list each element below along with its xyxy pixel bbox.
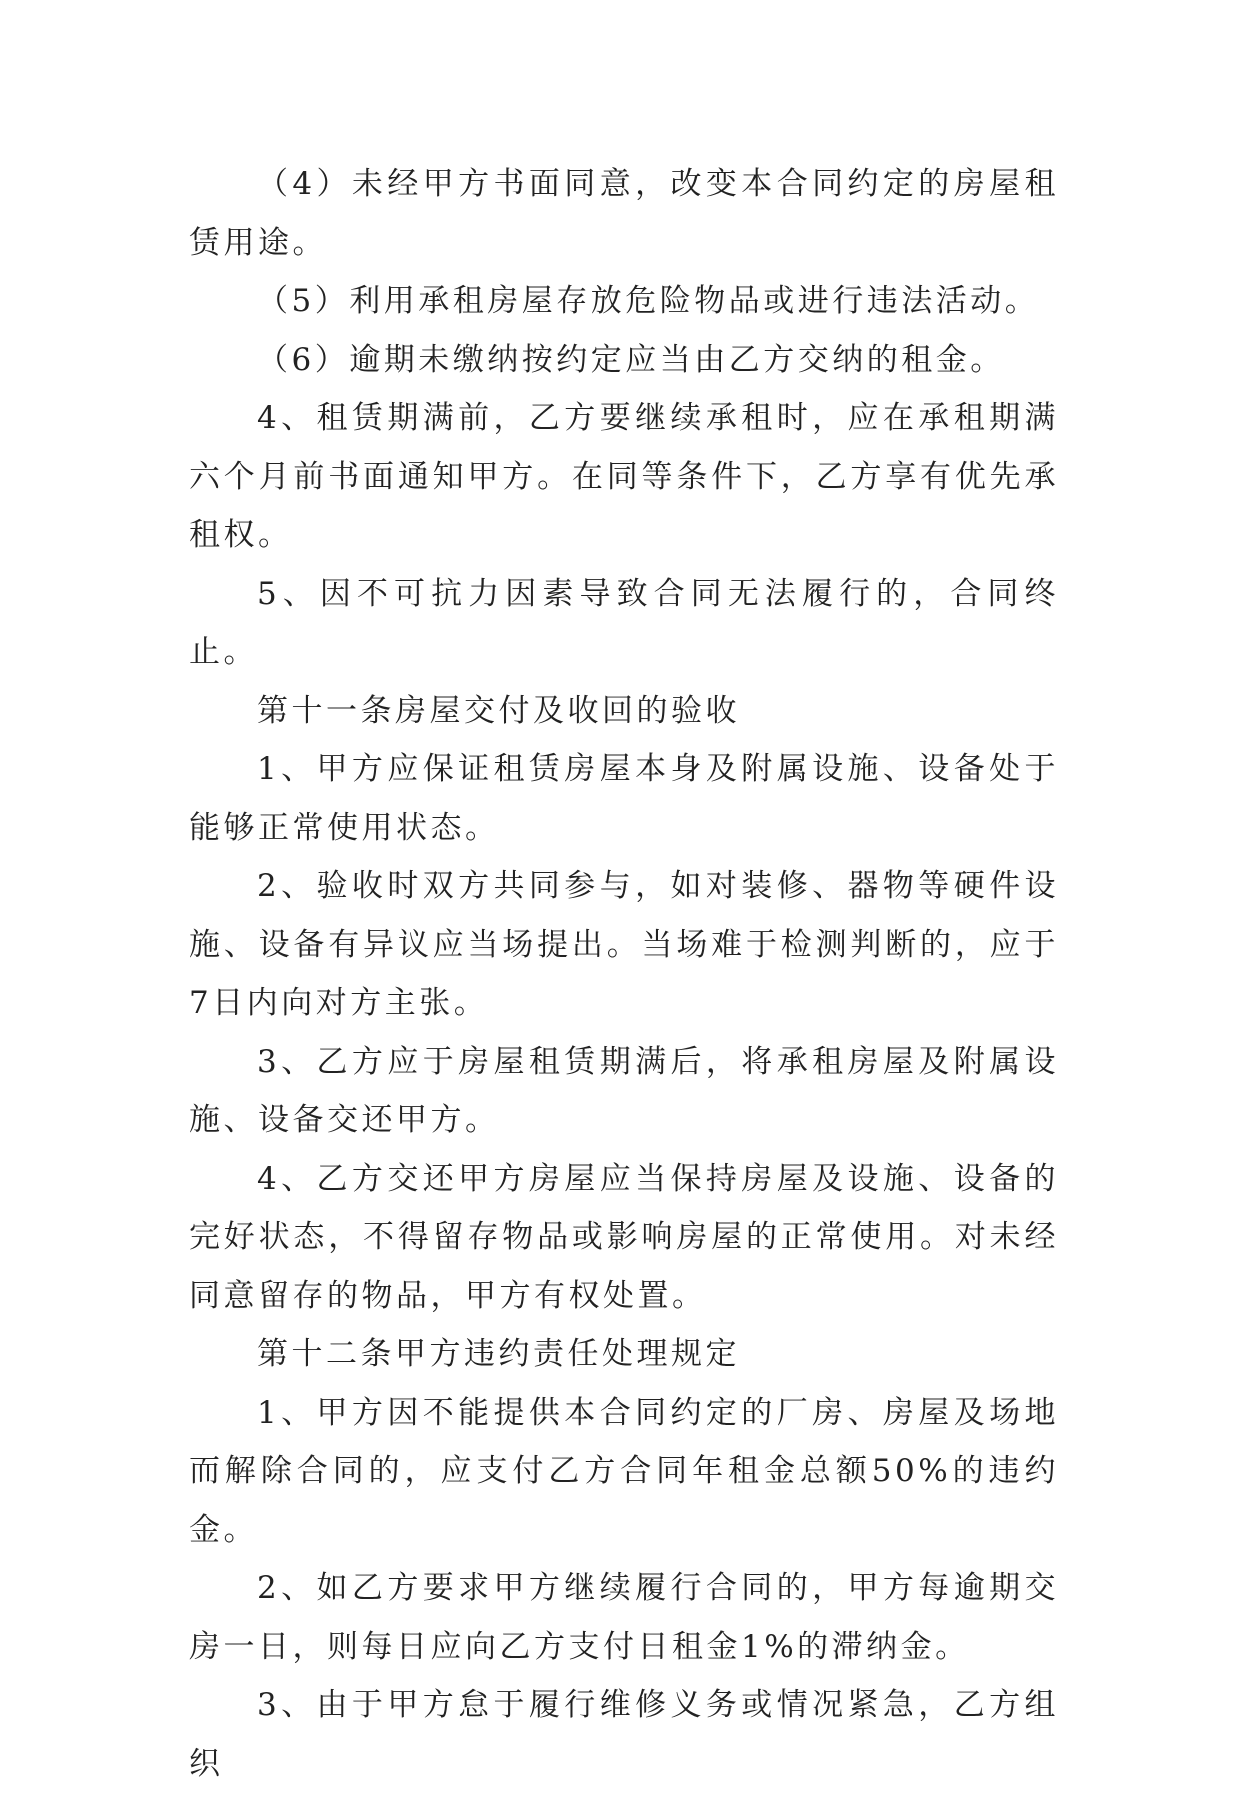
clause-paragraph: 4、乙方交还甲方房屋应当保持房屋及设施、设备的完好状态，不得留存物品或影响房屋的正常使用。对未经同意留存的物品，甲方有权处置。 <box>189 1160 1059 1314</box>
document-body <box>189 155 1059 1793</box>
clause-paragraph: 2、如乙方要求甲方继续履行合同的，甲方每逾期交房一日，则每日应向乙方支付日租金1%的滞纳金。 <box>189 1570 1059 1665</box>
article-heading: 第十二条甲方违约责任处理规定 <box>257 1336 740 1372</box>
clause-paragraph: （5）利用承租房屋存放危险物品或进行违法活动。 <box>257 283 1040 319</box>
article-heading: 第十一条房屋交付及收回的验收 <box>257 692 740 729</box>
clause-paragraph: 1、甲方因不能提供本合同约定的厂房、房屋及场地而解除合同的，应支付乙方合同年租金总额50%的违约金。 <box>189 1394 1059 1548</box>
clause-paragraph: （4）未经甲方书面同意，改变本合同约定的房屋租赁用途。 <box>189 166 1059 261</box>
clause-paragraph: 4、租赁期满前，乙方要继续承租时，应在承租期满六个月前书面通知甲方。在同等条件下，乙方享有优先承租权。 <box>189 400 1059 553</box>
clause-paragraph: （6）逾期未缴纳按约定应当由乙方交纳的租金。 <box>257 341 1005 378</box>
clause-paragraph: 3、由于甲方怠于履行维修义务或情况紧急，乙方组织 <box>189 1687 1059 1782</box>
clause-paragraph: 1、甲方应保证租赁房屋本身及附属设施、设备处于能够正常使用状态。 <box>189 751 1059 846</box>
clause-paragraph: 2、验收时双方共同参与，如对装修、器物等硬件设施、设备有异议应当场提出。当场难于检测判断的，应于7日内向对方主张。 <box>189 868 1059 1021</box>
clause-paragraph: 3、乙方应于房屋租赁期满后，将承租房屋及附属设施、设备交还甲方。 <box>189 1043 1059 1138</box>
clause-paragraph: 5、因不可抗力因素导致合同无法履行的，合同终止。 <box>189 575 1059 670</box>
